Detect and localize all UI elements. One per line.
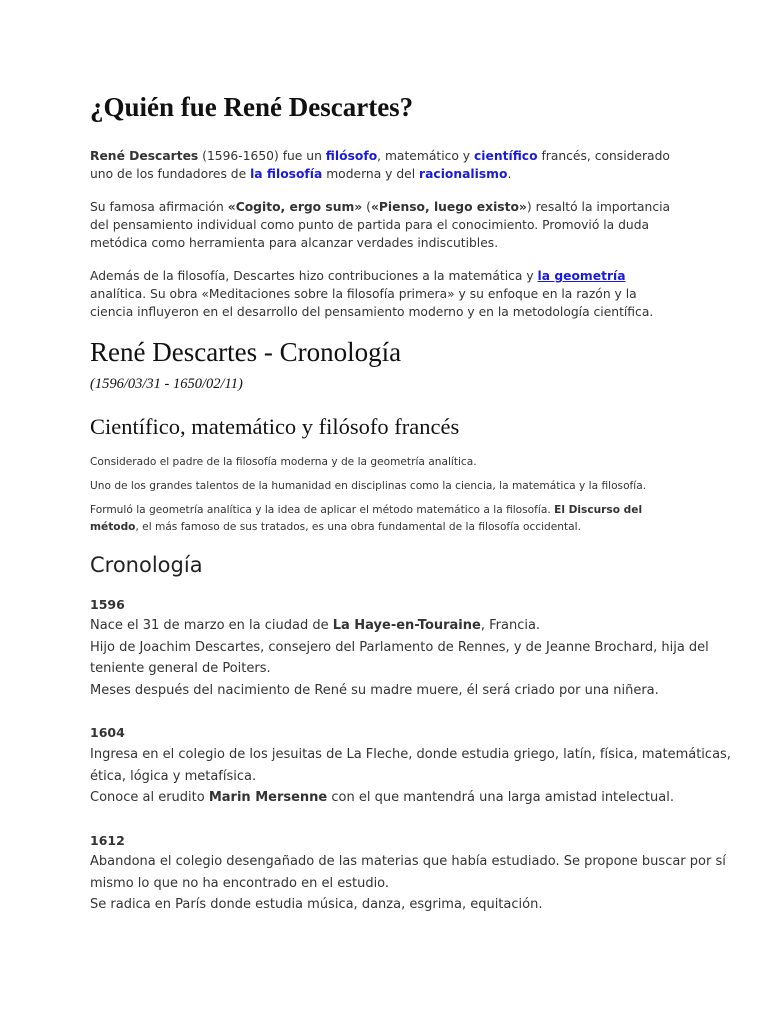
cronologia-heading: Cronología: [90, 553, 203, 577]
text: Formuló la geometría analítica y la idea de aplicar el método matemático a la filosofía.: [90, 504, 555, 516]
text: analítica. Su obra «Meditaciones sobre la filosofía primera» y su enfoque en la razón y la ciencia influyeron en el desarrollo del pensamiento moderno y en la metodología científica.: [90, 287, 654, 319]
summary-line-3: [90, 502, 680, 536]
text: francés, considerado uno de los fundadores de: [90, 149, 670, 181]
name-bold: René Descartes: [90, 149, 199, 163]
link-filosofo[interactable]: filósofo: [325, 149, 378, 163]
text: ) resaltó la importancia del pensamiento individual como punto de partida para el conocimiento. Promovió la duda metódica como herramienta para alcanzar verdades indiscutibles.: [90, 200, 671, 250]
entry-line: Meses después del nacimiento de René su madre muere, él será criado por una niñera.: [90, 682, 659, 698]
text: , matemático y: [377, 149, 474, 163]
text: Su famosa afirmación: [90, 200, 228, 214]
link-la-filosofia[interactable]: la filosofía: [250, 167, 323, 181]
cogito-bold: «Cogito, ergo sum»: [227, 200, 363, 214]
summary-line-1: Considerado el padre de la filosofía moderna y de la geometría analítica.: [90, 456, 477, 468]
entry-line: [90, 615, 680, 637]
entry-line: teniente general de Poiters.: [90, 661, 271, 677]
life-dates: (1596/03/31 - 1650/02/11): [90, 376, 243, 392]
entry-1596: [90, 615, 709, 701]
entry-line: Abandona el colegio desengañado de las materias que había estudiado. Se propone buscar por sí: [90, 854, 726, 869]
year-1612: 1612: [90, 833, 125, 848]
entry-line: Se radica en París donde estudia música, danza, esgrima, equitación.: [90, 897, 543, 913]
text: (1596-1650) fue un: [198, 149, 326, 163]
text: (: [362, 200, 371, 214]
entry-line: Hijo de Joachim Descartes, consejero del Parlamento de Rennes, y de Jeanne Brochard, hija del: [90, 639, 709, 655]
text: , el más famoso de sus tratados, es una obra fundamental de la filosofía occidental.: [135, 521, 581, 533]
summary-line-2: Uno de los grandes talentos de la humanidad en disciplinas como la ciencia, la matemática y la filosofía.: [90, 480, 647, 492]
person-bold: Marin Mersenne: [208, 790, 328, 806]
intro-paragraph-2: [90, 198, 680, 252]
text: con el que mantendrá una larga amistad intelectual.: [327, 790, 674, 806]
discurso-bold: El Discurso del método: [90, 504, 643, 533]
text: .: [507, 167, 512, 181]
link-la-geometria[interactable]: la geometría: [537, 269, 626, 283]
link-racionalismo[interactable]: racionalismo: [419, 167, 508, 181]
year-1604: 1604: [90, 725, 125, 740]
page-title: ¿Quién fue René Descartes?: [90, 92, 414, 122]
text: , Francia.: [480, 618, 541, 633]
entry-line: mismo lo que no ha encontrado en el estudio.: [90, 875, 390, 891]
entry-line: [90, 787, 680, 809]
intro-paragraph-3: [90, 267, 680, 321]
text: moderna y del: [322, 167, 420, 181]
place-bold: La Haye-en-Touraine: [332, 618, 481, 633]
chronology-heading: René Descartes - Cronología: [90, 337, 402, 367]
intro-paragraph-1: [90, 147, 680, 183]
text: Además de la filosofía, Descartes hizo contribuciones a la matemática y: [90, 269, 538, 283]
text: Nace el 31 de marzo en la ciudad de: [90, 618, 333, 633]
text: Conoce al erudito: [90, 790, 209, 806]
subtitle: Científico, matemático y filósofo francés: [90, 414, 460, 439]
link-cientifico[interactable]: científico: [474, 149, 538, 163]
entry-1612: [90, 851, 726, 916]
entry-line: Ingresa en el colegio de los jesuitas de La Fleche, donde estudia griego, latín, física, matemáticas,: [90, 747, 731, 762]
year-1596: 1596: [90, 597, 125, 612]
pienso-bold: «Pienso, luego existo»: [370, 200, 527, 214]
entry-1604: [90, 744, 731, 809]
entry-line: ética, lógica y metafísica.: [90, 768, 257, 784]
